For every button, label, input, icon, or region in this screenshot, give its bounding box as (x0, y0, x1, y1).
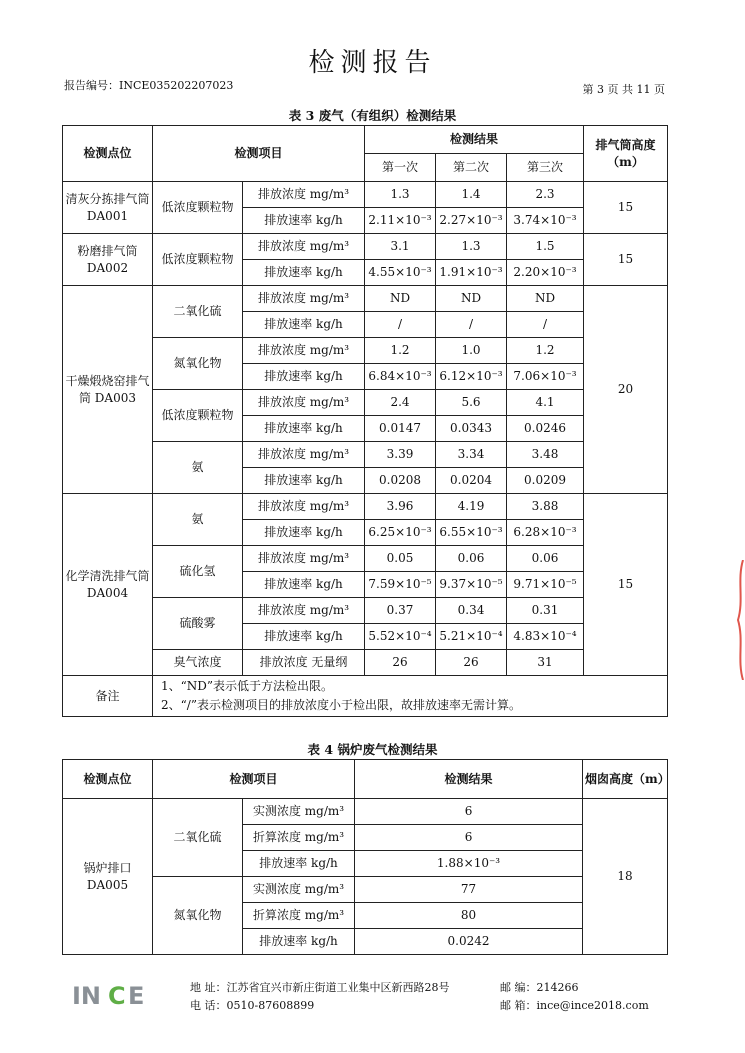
t3-value-cell: 0.05 (365, 546, 436, 572)
t3-value-cell: 0.0208 (365, 468, 436, 494)
t3-value-cell: 9.37×10⁻⁵ (436, 572, 507, 598)
t3-value-cell: 5.6 (436, 390, 507, 416)
table-row (63, 598, 668, 624)
t3-value-cell: ND (507, 286, 584, 312)
t3-value-cell: 4.83×10⁻⁴ (507, 624, 584, 650)
address-value: 江苏省宜兴市新庄街道工业集中区新西路28号 (226, 981, 450, 994)
t3-value-cell: 3.96 (365, 494, 436, 520)
report-number: 报告编号：INCE035202207023 (64, 79, 234, 92)
table4-caption: 表 4 锅炉废气检测结果 (307, 742, 438, 757)
footer-address (190, 979, 450, 995)
footer-phone (190, 997, 314, 1013)
t4-value-cell: 0.0242 (355, 929, 583, 955)
t3-value-cell: 1.2 (365, 338, 436, 364)
t3-header-second: 第二次 (436, 154, 507, 182)
t3-value-cell: 6.84×10⁻³ (365, 364, 436, 390)
postcode-label: 邮 编： (500, 981, 537, 994)
t3-value-cell: 3.48 (507, 442, 584, 468)
ince-logo (72, 980, 160, 1010)
t3-value-cell: 1.2 (507, 338, 584, 364)
t3-value-cell: / (365, 312, 436, 338)
t3-value-cell: 1.4 (436, 182, 507, 208)
t3-param-cell: 排放浓度 mg/m³ (243, 494, 365, 520)
t3-value-cell: 0.06 (507, 546, 584, 572)
table-row (63, 182, 668, 208)
t3-value-cell: 0.0343 (436, 416, 507, 442)
table4-boiler-gas (62, 759, 668, 955)
t3-value-cell: 2.3 (507, 182, 584, 208)
t3-value-cell: 9.71×10⁻⁵ (507, 572, 584, 598)
t4-param-cell: 折算浓度 mg/m³ (243, 903, 355, 929)
t4-header-point: 检测点位 (63, 760, 153, 799)
t3-value-cell: 3.39 (365, 442, 436, 468)
address-label: 地 址： (190, 981, 227, 994)
t3-param-cell: 排放速率 kg/h (243, 572, 365, 598)
t3-param-cell: 排放速率 kg/h (243, 208, 365, 234)
t3-value-cell: 6.25×10⁻³ (365, 520, 436, 546)
t3-value-cell: 5.21×10⁻⁴ (436, 624, 507, 650)
t3-value-cell: 3.88 (507, 494, 584, 520)
t3-header-point: 检测点位 (63, 126, 153, 182)
table-row (63, 799, 668, 825)
t4-pollutant-cell: 氮氧化物 (153, 877, 243, 955)
t3-height-cell: 15 (584, 182, 668, 234)
svg-text:C: C (108, 982, 126, 1010)
email-label: 邮 箱： (500, 999, 537, 1012)
t4-param-cell: 实测浓度 mg/m³ (243, 877, 355, 903)
t3-value-cell: 26 (436, 650, 507, 676)
remark-line: 1、“ND”表示低于方法检出限。 (161, 679, 334, 693)
t3-value-cell: 6.55×10⁻³ (436, 520, 507, 546)
t3-value-cell: 4.19 (436, 494, 507, 520)
t3-param-cell: 排放浓度 mg/m³ (243, 338, 365, 364)
t3-param-cell: 排放浓度 mg/m³ (243, 598, 365, 624)
t4-param-cell: 折算浓度 mg/m³ (243, 825, 355, 851)
t3-value-cell: 26 (365, 650, 436, 676)
t3-value-cell: 3.1 (365, 234, 436, 260)
t3-param-cell: 排放浓度 mg/m³ (243, 234, 365, 260)
t3-param-cell: 排放速率 kg/h (243, 416, 365, 442)
t3-header-third: 第三次 (507, 154, 584, 182)
t3-header-first: 第一次 (365, 154, 436, 182)
t3-header-height: 排气筒高度（m） (584, 126, 668, 182)
t3-header-item: 检测项目 (153, 126, 365, 182)
t3-pollutant-cell: 氨 (153, 442, 243, 494)
t3-height-cell: 15 (584, 234, 668, 286)
t3-remarks-label: 备注 (63, 676, 153, 717)
t3-value-cell: 0.0246 (507, 416, 584, 442)
t3-value-cell: 0.06 (436, 546, 507, 572)
table-row (63, 494, 668, 520)
t3-value-cell: 2.11×10⁻³ (365, 208, 436, 234)
t3-value-cell: 0.34 (436, 598, 507, 624)
t3-value-cell: 1.91×10⁻³ (436, 260, 507, 286)
table-row (63, 877, 668, 903)
phone-value: 0510-87608899 (226, 999, 315, 1012)
t3-param-cell: 排放浓度 mg/m³ (243, 442, 365, 468)
phone-label: 电 话： (190, 999, 227, 1012)
t3-param-cell: 排放速率 kg/h (243, 260, 365, 286)
table-row (63, 442, 668, 468)
t4-height-cell: 18 (583, 799, 668, 955)
t3-remarks-row (63, 676, 668, 717)
t3-param-cell: 排放速率 kg/h (243, 468, 365, 494)
t3-pollutant-cell: 臭气浓度 (153, 650, 243, 676)
postcode-value: 214266 (536, 981, 579, 994)
t3-value-cell: 4.55×10⁻³ (365, 260, 436, 286)
t3-value-cell: 3.34 (436, 442, 507, 468)
t3-value-cell: 0.0209 (507, 468, 584, 494)
svg-text:E: E (128, 982, 145, 1010)
table-row (63, 650, 668, 676)
t3-value-cell: 1.5 (507, 234, 584, 260)
t3-param-cell: 排放速率 kg/h (243, 312, 365, 338)
t3-value-cell: 2.27×10⁻³ (436, 208, 507, 234)
t4-param-cell: 实测浓度 mg/m³ (243, 799, 355, 825)
remark-line: 2、“/”表示检测项目的排放浓度小于检出限，故排放速率无需计算。 (161, 698, 521, 712)
t3-value-cell: 7.06×10⁻³ (507, 364, 584, 390)
t4-value-cell: 1.88×10⁻³ (355, 851, 583, 877)
t4-value-cell: 80 (355, 903, 583, 929)
seal-edge-mark (735, 560, 745, 680)
t3-value-cell: 7.59×10⁻⁵ (365, 572, 436, 598)
table-row (63, 286, 668, 312)
t4-value-cell: 6 (355, 799, 583, 825)
t3-pollutant-cell: 氨 (153, 494, 243, 546)
t3-point-cell: 干燥煅烧窑排气筒 DA003 (63, 286, 153, 494)
t3-param-cell: 排放浓度 无量纲 (243, 650, 365, 676)
table-row (63, 338, 668, 364)
t3-value-cell: / (436, 312, 507, 338)
t3-value-cell: 3.74×10⁻³ (507, 208, 584, 234)
t3-value-cell: 6.12×10⁻³ (436, 364, 507, 390)
t4-param-cell: 排放速率 kg/h (243, 851, 355, 877)
t3-param-cell: 排放速率 kg/h (243, 624, 365, 650)
t3-param-cell: 排放浓度 mg/m³ (243, 390, 365, 416)
t3-value-cell: 1.0 (436, 338, 507, 364)
t3-value-cell: ND (436, 286, 507, 312)
t4-header-row (63, 760, 668, 799)
t3-value-cell: 0.37 (365, 598, 436, 624)
t3-param-cell: 排放速率 kg/h (243, 520, 365, 546)
t3-pollutant-cell: 硫化氢 (153, 546, 243, 598)
t3-value-cell: 0.0204 (436, 468, 507, 494)
t3-value-cell: ND (365, 286, 436, 312)
table3-caption: 表 3 废气（有组织）检测结果 (288, 108, 457, 123)
footer-email (500, 997, 649, 1013)
t4-point-cell: 锅炉排口 DA005 (63, 799, 153, 955)
t3-value-cell: 0.31 (507, 598, 584, 624)
t3-value-cell: 5.52×10⁻⁴ (365, 624, 436, 650)
t3-value-cell: 31 (507, 650, 584, 676)
t3-value-cell: 2.20×10⁻³ (507, 260, 584, 286)
t3-value-cell: 0.0147 (365, 416, 436, 442)
t3-pollutant-cell: 低浓度颗粒物 (153, 390, 243, 442)
t3-pollutant-cell: 低浓度颗粒物 (153, 234, 243, 286)
svg-text:IN: IN (72, 982, 102, 1010)
t3-value-cell: 4.1 (507, 390, 584, 416)
email-value: ince@ince2018.com (536, 999, 649, 1012)
t3-param-cell: 排放浓度 mg/m³ (243, 182, 365, 208)
table-row (63, 546, 668, 572)
t3-pollutant-cell: 氮氧化物 (153, 338, 243, 390)
t3-value-cell: 2.4 (365, 390, 436, 416)
t4-header-result: 检测结果 (355, 760, 583, 799)
t4-value-cell: 6 (355, 825, 583, 851)
t3-pollutant-cell: 二氧化硫 (153, 286, 243, 338)
t3-height-cell: 15 (584, 494, 668, 676)
t3-point-cell: 粉磨排气筒 DA002 (63, 234, 153, 286)
t3-value-cell: 1.3 (436, 234, 507, 260)
t3-point-cell: 清灰分拣排气筒 DA001 (63, 182, 153, 234)
t3-param-cell: 排放速率 kg/h (243, 364, 365, 390)
t3-height-cell: 20 (584, 286, 668, 494)
t4-header-height: 烟囱高度（m） (583, 760, 668, 799)
t3-header-result: 检测结果 (365, 126, 584, 154)
t3-value-cell: / (507, 312, 584, 338)
t3-value-cell: 6.28×10⁻³ (507, 520, 584, 546)
t3-header-row (63, 126, 668, 154)
t4-header-item: 检测项目 (153, 760, 355, 799)
footer-postcode (500, 979, 579, 995)
t3-point-cell: 化学清洗排气筒 DA004 (63, 494, 153, 676)
t3-remarks (153, 676, 668, 717)
table-row (63, 234, 668, 260)
t4-param-cell: 排放速率 kg/h (243, 929, 355, 955)
table3-waste-gas (62, 125, 668, 717)
page-title: 检测报告 (308, 48, 437, 78)
t3-pollutant-cell: 低浓度颗粒物 (153, 182, 243, 234)
page-count: 第 3 页 共 11 页 (582, 83, 665, 96)
t3-param-cell: 排放浓度 mg/m³ (243, 546, 365, 572)
t3-value-cell: 1.3 (365, 182, 436, 208)
table-row (63, 390, 668, 416)
footer (0, 972, 745, 1012)
t3-param-cell: 排放浓度 mg/m³ (243, 286, 365, 312)
t3-pollutant-cell: 硫酸雾 (153, 598, 243, 650)
t4-value-cell: 77 (355, 877, 583, 903)
t4-pollutant-cell: 二氧化硫 (153, 799, 243, 877)
